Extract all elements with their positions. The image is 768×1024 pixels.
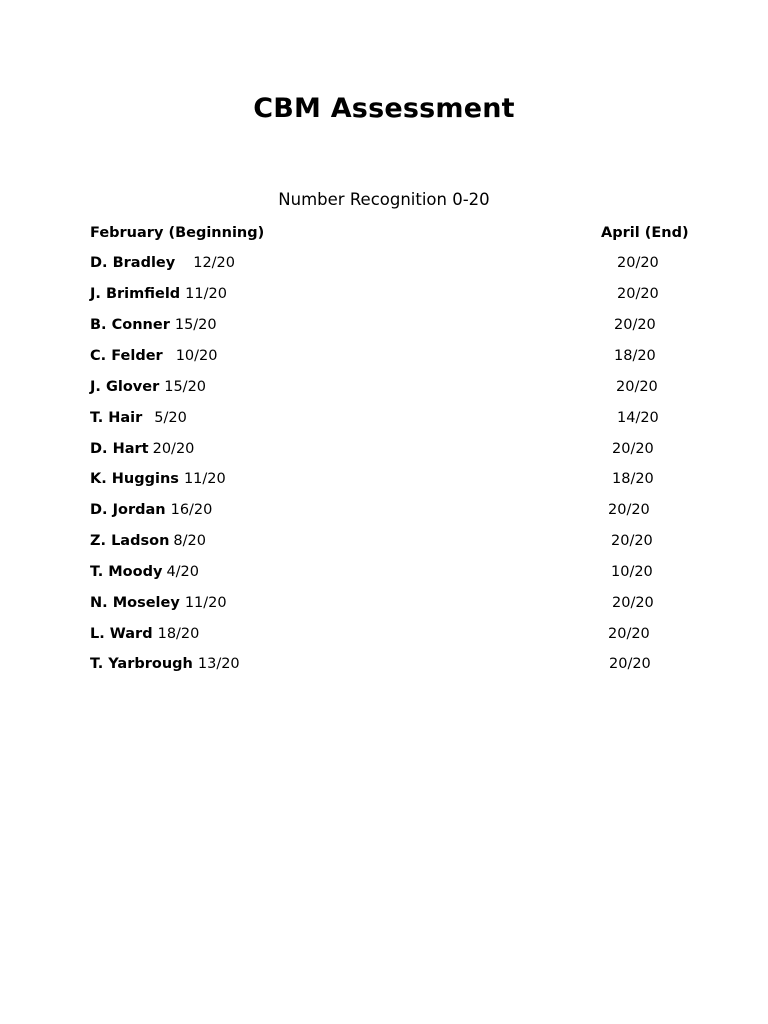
student-row <box>0 564 768 586</box>
february-score: 5/20 <box>154 410 187 426</box>
column-header-april: April (End) <box>601 225 689 241</box>
april-score: 18/20 <box>614 348 656 364</box>
student-name: J. Brimfield <box>90 286 181 302</box>
february-score: 15/20 <box>174 317 217 333</box>
student-row <box>0 502 768 524</box>
april-score: 20/20 <box>609 656 651 672</box>
student-row <box>0 286 768 308</box>
april-score: 20/20 <box>617 255 659 271</box>
student-row <box>0 471 768 493</box>
february-score: 18/20 <box>157 626 200 642</box>
april-score: 20/20 <box>611 533 653 549</box>
february-score: 11/20 <box>183 471 226 487</box>
february-score: 11/20 <box>184 595 227 611</box>
april-score: 14/20 <box>617 410 659 426</box>
student-row <box>0 317 768 339</box>
april-score: 18/20 <box>612 471 654 487</box>
april-score: 20/20 <box>612 595 654 611</box>
february-score: 12/20 <box>193 255 236 271</box>
student-row <box>0 441 768 463</box>
april-score: 20/20 <box>612 441 654 457</box>
student-row <box>0 595 768 617</box>
april-score: 10/20 <box>611 564 653 580</box>
student-name: B. Conner <box>90 317 170 333</box>
document-title: CBM Assessment <box>253 93 515 124</box>
student-name: D. Hart <box>90 441 149 457</box>
student-name: J. Glover <box>90 379 160 395</box>
student-name: D. Jordan <box>90 502 166 518</box>
february-score: 15/20 <box>164 379 207 395</box>
february-score: 20/20 <box>152 441 195 457</box>
student-name: T. Yarbrough <box>90 656 193 672</box>
student-name: C. Felder <box>90 348 163 364</box>
february-score: 13/20 <box>197 656 240 672</box>
february-score: 11/20 <box>185 286 227 302</box>
april-score: 20/20 <box>617 286 659 302</box>
column-header-february: February (Beginning) <box>90 225 265 241</box>
february-score: 8/20 <box>173 533 206 549</box>
february-score: 4/20 <box>166 564 199 580</box>
student-row <box>0 410 768 432</box>
student-name: N. Moseley <box>90 595 180 611</box>
april-score: 20/20 <box>616 379 658 395</box>
student-name: T. Moody <box>90 564 163 580</box>
document-subtitle: Number Recognition 0-20 <box>278 190 490 209</box>
student-row <box>0 656 768 678</box>
student-row <box>0 533 768 555</box>
february-score: 10/20 <box>175 348 218 364</box>
april-score: 20/20 <box>614 317 656 333</box>
student-name: D. Bradley <box>90 255 176 271</box>
student-row <box>0 348 768 370</box>
february-score: 16/20 <box>170 502 213 518</box>
student-row <box>0 626 768 648</box>
student-name: Z. Ladson <box>90 533 170 549</box>
student-name: K. Huggins <box>90 471 179 487</box>
student-name: L. Ward <box>90 626 153 642</box>
student-row <box>0 255 768 277</box>
student-name: T. Hair <box>90 410 143 426</box>
april-score: 20/20 <box>608 626 650 642</box>
april-score: 20/20 <box>608 502 650 518</box>
student-row <box>0 379 768 401</box>
